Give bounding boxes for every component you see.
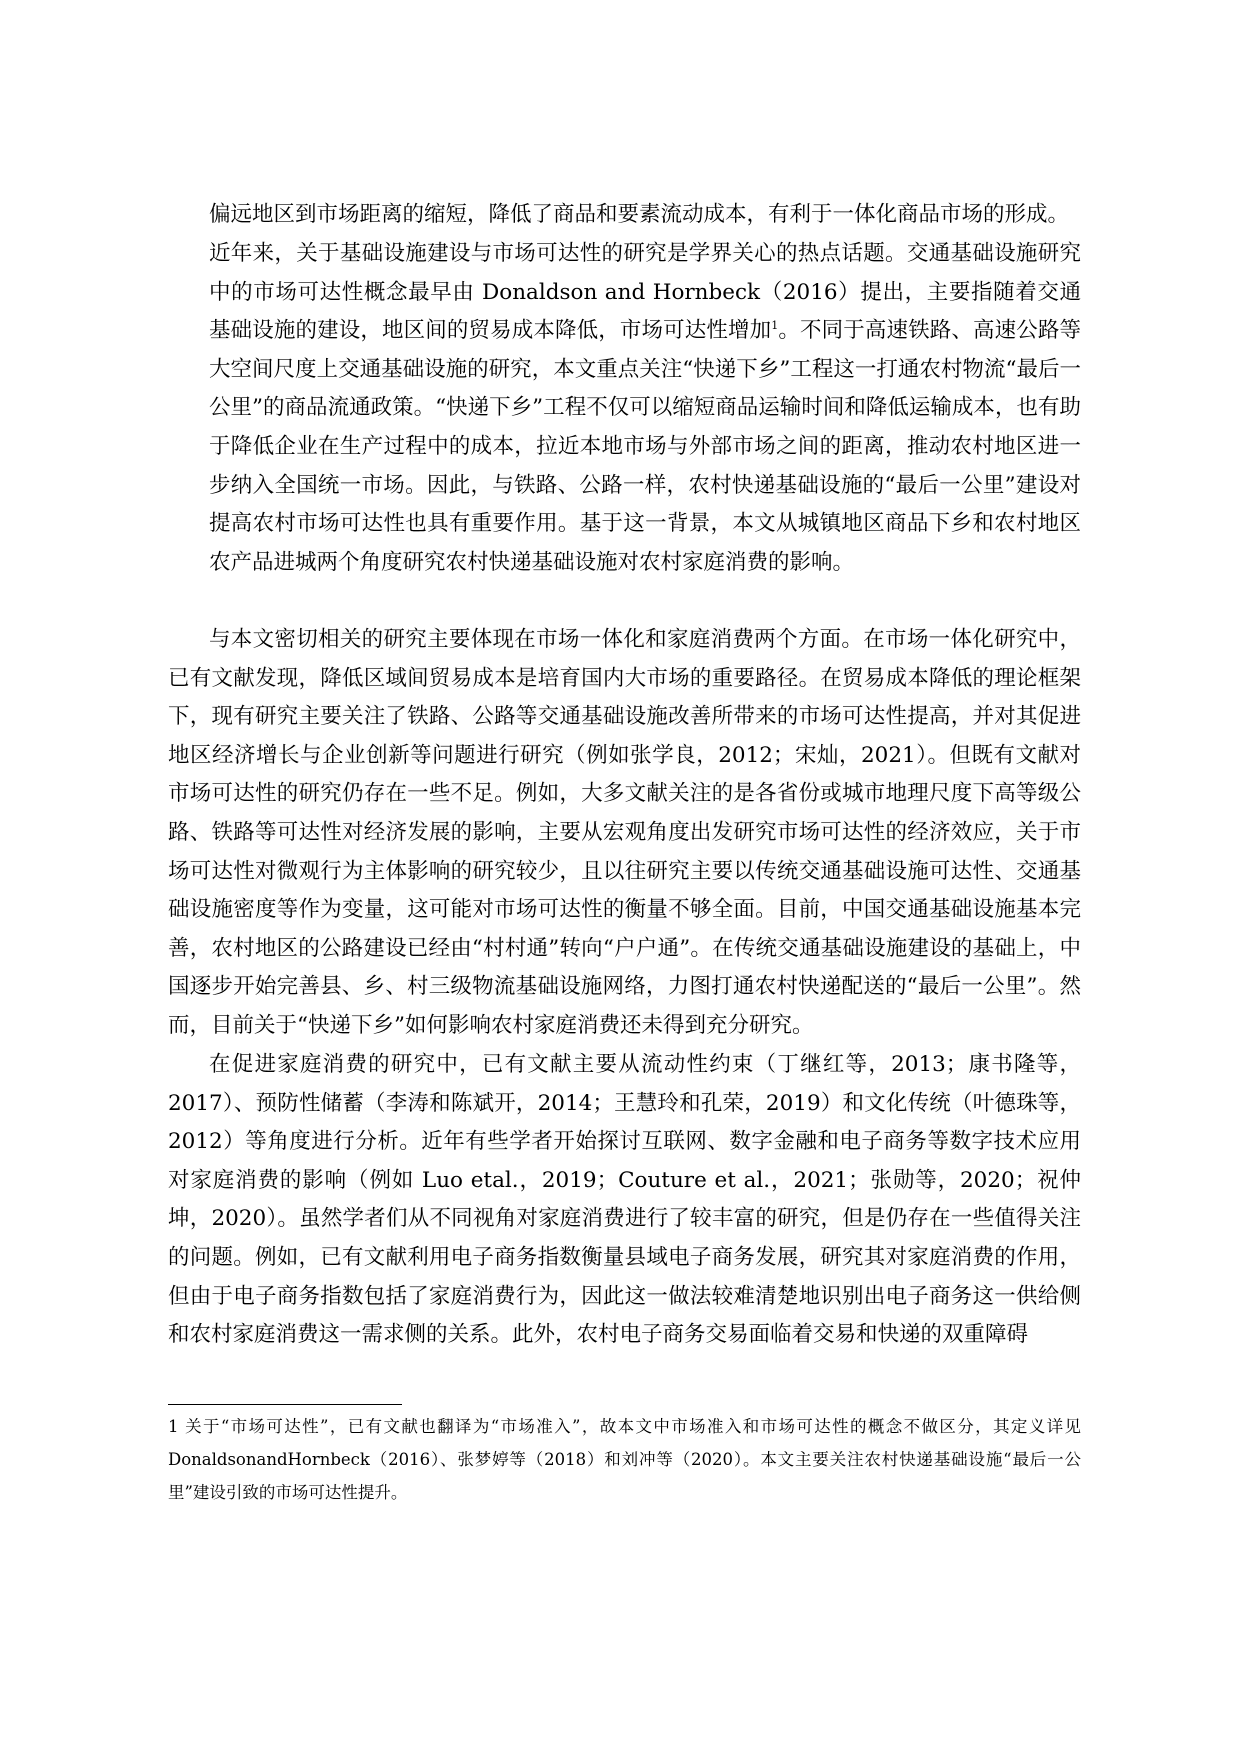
text-line: 村家庭消费这一需求侧的关系。此外，农村电子商务交易面临着交易和快递的双重障碍 [211,1322,1029,1348]
text-line: 农村地区的公路建设已经由“村村通”转向“户户通”。在传统交通基础设施建设的基础上，中 [211,935,1081,961]
text-line: 。不同于高速铁路、高速公路等大空 [209,318,1081,382]
text-line: 偏远地区到市场距离的缩短，降低了商品和要素流动成本，有利于一体化商品市场的形成。 [209,202,1070,227]
text-line: 公里”的商品流通政策。“快递下乡”工程不仅可以缩短商品运输时间和降低运输成本，也 [209,395,1038,421]
text-line: 与本文密切相关的研究主要体现在市场一体化和家庭消费两个方面。在市场一体化研究中， [209,627,1081,652]
text-line: 已有文献发现，降低区域间贸易成本是培育国内大市场的重要路径。在贸易成本降低的理论框架 [168,665,1081,691]
text-line: 场可达性的研究仍存在一些不足。例如，大多文献关注的是各省份或城市地理尺度下高等级公路、 [168,781,1081,845]
text-line: 村地区农产品进城两个角度研究农村快递基础设施对农村家庭消费的影响。 [209,511,1081,575]
footnote-marker[interactable]: 1 [771,319,779,333]
text-line: 下，现有研究主要关注了铁路、公路等交通基础设施改善所带来的市场可达性提高，并对其促进 [168,704,1081,730]
text-line: 然而，目前关于“快递下乡”如何影响农村家庭消费还未得到充分研究。 [168,974,1081,1038]
text-line: 中的市场可达性概念最早由 Donaldson and Hornbeck（2016）提出，主要指随着交通基础设 [209,279,1081,344]
text-line: 铁路等可达性对经济发展的影响，主要从宏观角度出发研究市场可达性的经济效应，关于市场可 [168,819,1081,884]
paragraph-3 [168,621,1081,1046]
text-line: 进一步纳入全国统一市场。因此，与铁路、公路一样，农村快递基础设施的“最后一公里” [209,433,1081,498]
text-line: 国逐步开始完善县、乡、村三级物流基础设施网络，力图打通农村快递配送的“最后一公里”。 [168,974,1060,1000]
text-line: 施密度等作为变量，这可能对市场可达性的衡量不够全面。目前，中国交通基础设施基本完善， [168,897,1081,961]
text-line: 2017）、预防性储蓄（李涛和陈斌开，2014；王慧玲和孔荣，2019）和文化传统（叶德珠等， [168,1090,1081,1116]
text-line: 2012）等角度进行分析。近年有些学者开始探讨互联网、数字金融和电子商务等数字技术应用对 [168,1129,1081,1193]
text-line: 于电子商务指数包括了家庭消费行为，因此这一做法较难清楚地识别出电子商务这一供给侧和农 [168,1283,1081,1348]
text-line: 2020）。虽然学者们从不同视角对家庭消费进行了较丰富的研究，但是仍存在一些值得关注的问 [168,1206,1081,1270]
text-line: 建设对提高农村市场可达性也具有重要作用。基于这一背景，本文从城镇地区商品下乡和农 [209,472,1081,537]
text-line: 近年来，关于基础设施建设与市场可达性的研究是学界关心的热点话题。交通基础设施研究 [209,241,1081,266]
footnote-line: 定义详见 DonaldsonandHornbeck（2016）、张梦婷等（2018）和刘冲等（2020）。本文主要关注农村快递基础设 [168,1417,1082,1469]
text-line: 达性对微观行为主体影响的研究较少，且以往研究主要以传统交通基础设施可达性、交通基础设 [168,858,1081,923]
text-line: 地区经济增长与企业创新等问题进行研究（例如张学良，2012；宋灿，2021）。但既有文献对市 [168,742,1081,807]
footnote-line: 施“最后一公里”建设引致的市场可达性提升。 [168,1450,1081,1502]
footnote-line: 1 关于“市场可达性”，已有文献也翻译为“市场准入”，故本文中市场准入和市场可达性的概念不做区分，其 [168,1417,1011,1436]
paragraph-1 [209,196,1081,235]
text-line: 家庭消费的影响（例如 Luo etal.，2019；Couture et al.，2021；张勋等，2020；祝仲坤， [168,1167,1081,1232]
paragraph-2 [209,235,1081,582]
footnote-separator [168,1404,402,1405]
footnote [168,1410,1081,1509]
paragraph-4 [168,1046,1081,1355]
text-line: 有助于降低企业在生产过程中的成本，拉近本地市场与外部市场之间的距离，推动农村地区 [209,395,1081,459]
text-line: 间尺度上交通基础设施的研究，本文重点关注“快递下乡”工程这一打通农村物流“最后一 [252,356,1081,382]
text-line: 题。例如，已有文献利用电子商务指数衡量县域电子商务发展，研究其对家庭消费的作用，但由 [168,1244,1081,1309]
text-line: 施的建设，地区间的贸易成本降低，市场可达性增加 [273,318,772,344]
text-line: 在促进家庭消费的研究中，已有文献主要从流动性约束（丁继红等，2013；康书隆等， [209,1052,1081,1077]
